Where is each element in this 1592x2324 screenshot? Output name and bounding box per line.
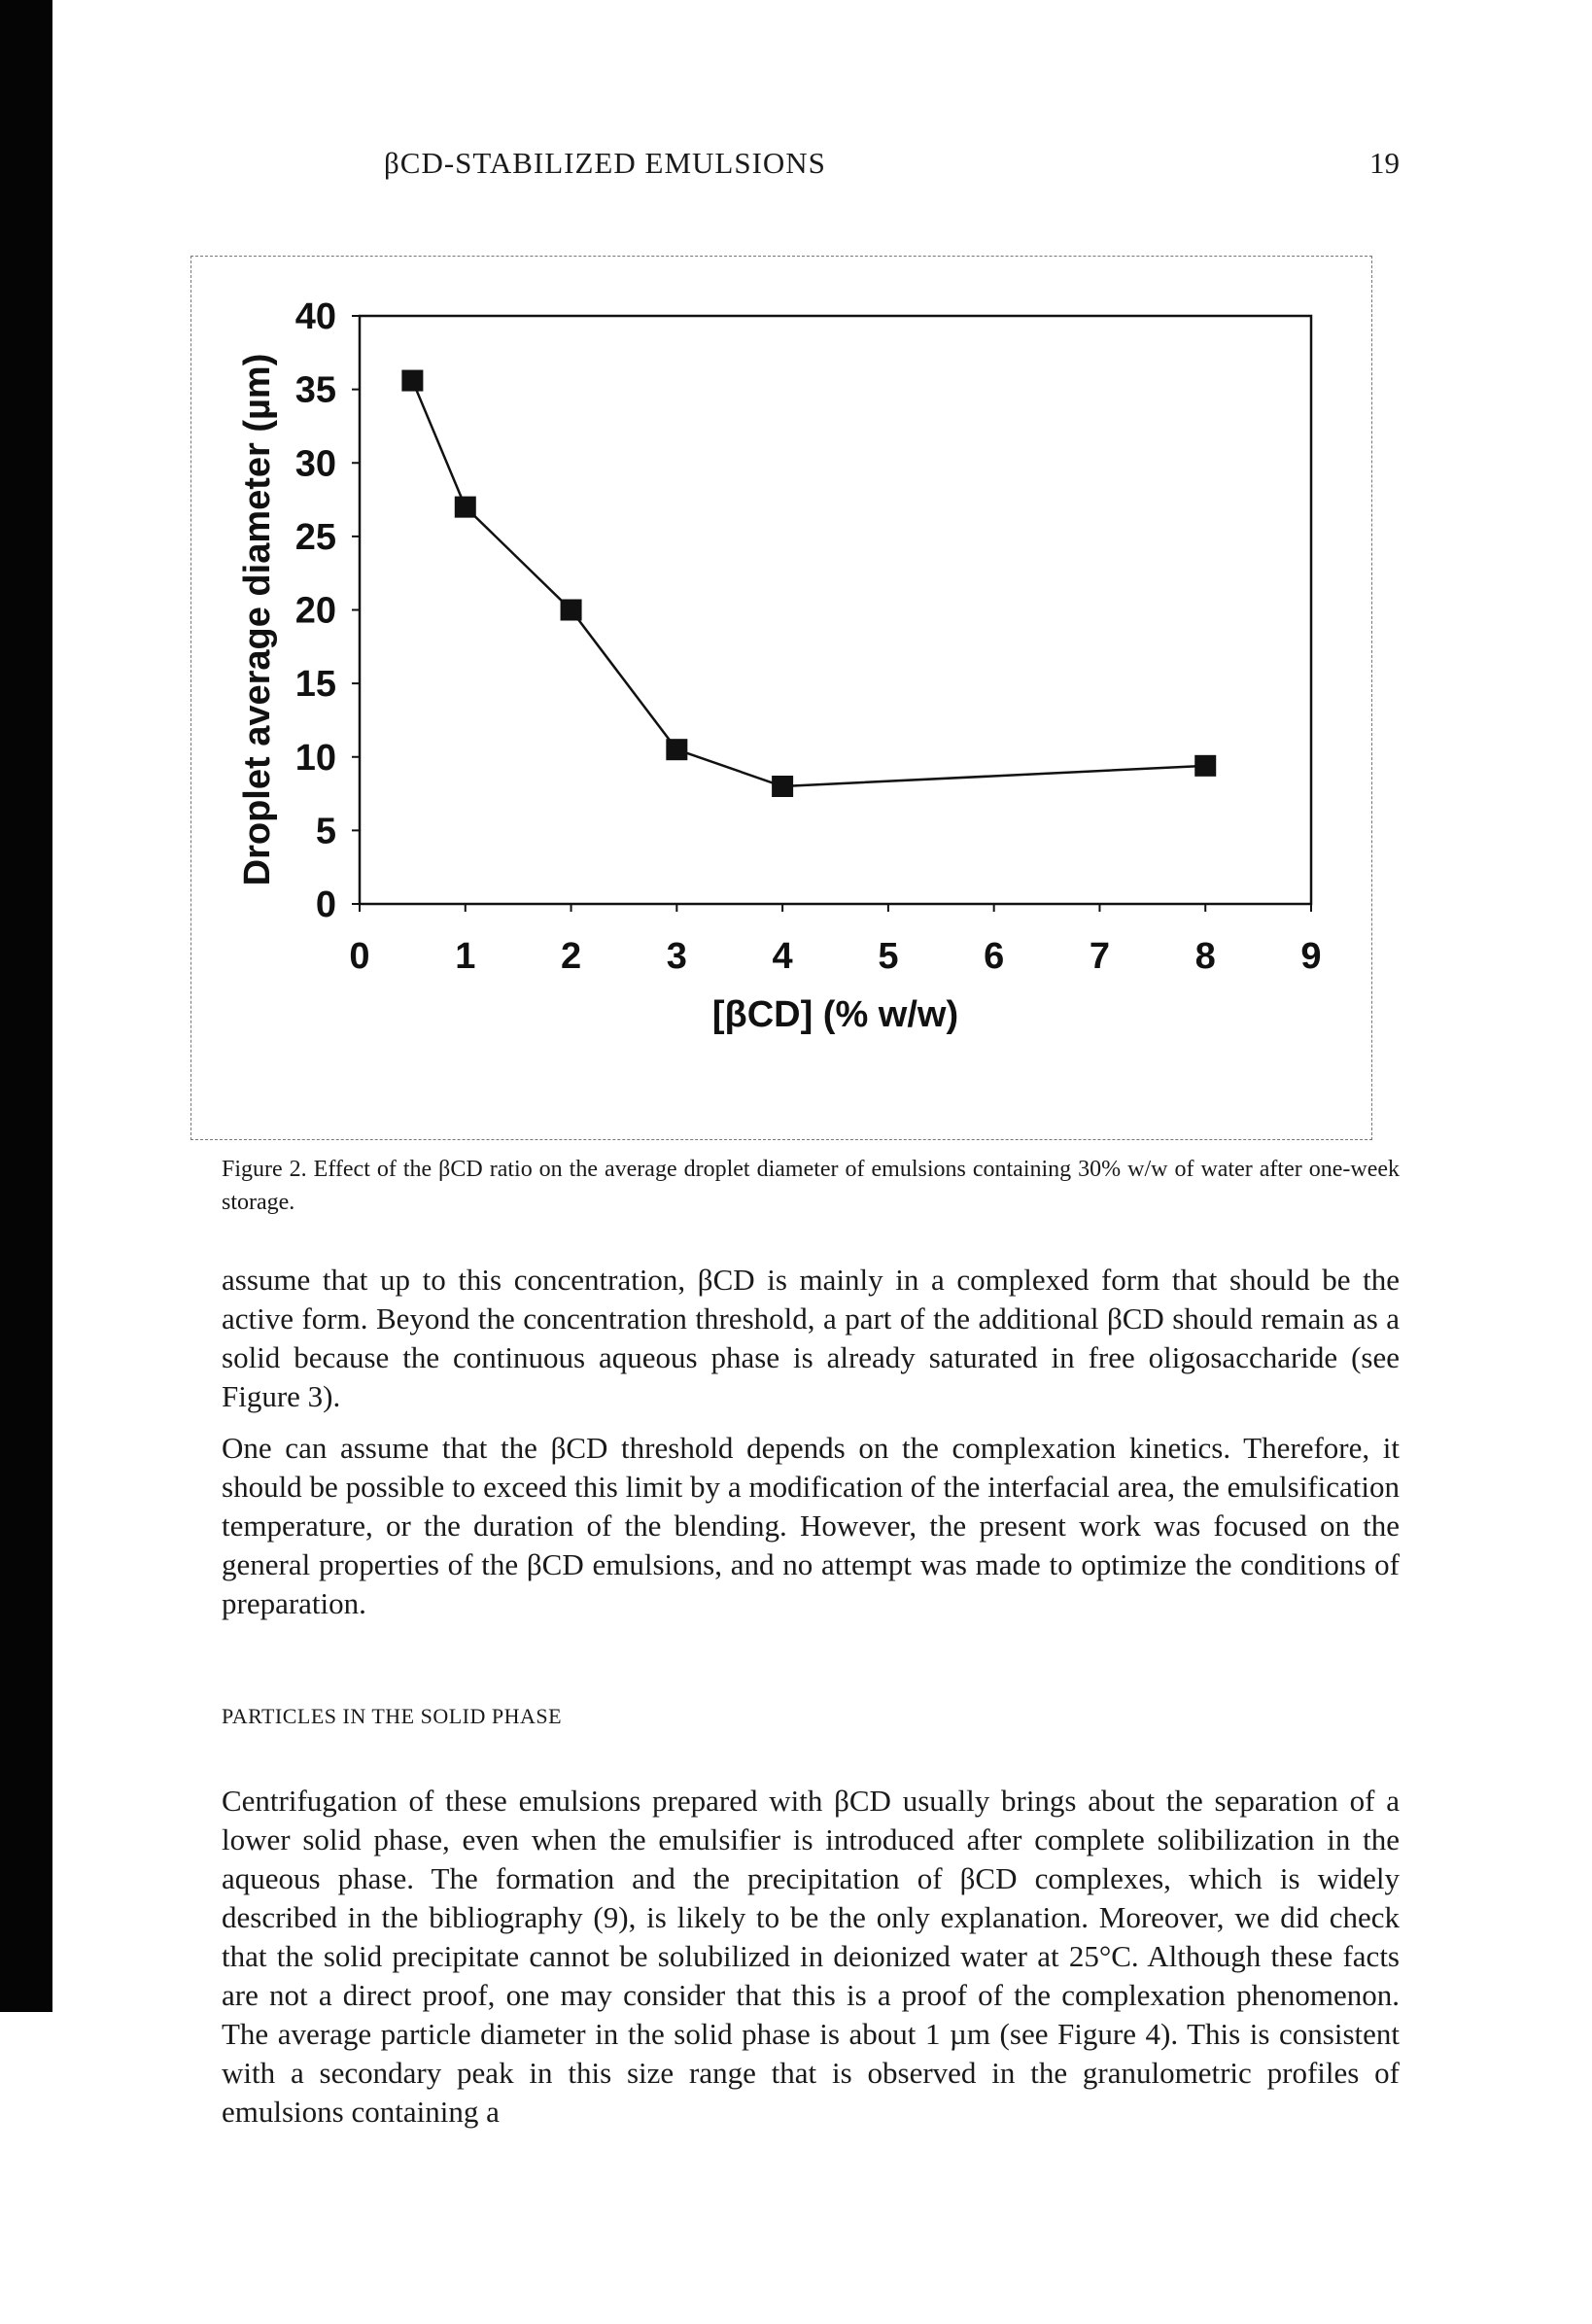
running-title: βCD-STABILIZED EMULSIONS (384, 146, 826, 180)
y-tick-label-2: 10 (294, 737, 336, 779)
x-tick-label-3: 3 (666, 936, 687, 977)
line-chart (191, 257, 1371, 1139)
data-point-0-1 (455, 497, 476, 518)
data-point-0-2 (561, 600, 582, 621)
scan-edge-bar (0, 0, 52, 2012)
data-point-0-4 (772, 776, 793, 797)
y-tick-label-8: 40 (294, 296, 336, 337)
figure-caption (222, 1153, 1400, 1219)
x-tick-label-7: 7 (1089, 936, 1111, 977)
x-tick-label-5: 5 (878, 936, 899, 977)
caption-label: Figure 2. (222, 1157, 307, 1182)
x-tick-label-4: 4 (772, 936, 793, 977)
y-tick-label-0: 0 (315, 885, 336, 925)
y-tick-label-6: 30 (294, 443, 336, 485)
data-point-0-5 (1194, 755, 1216, 777)
data-point-0-0 (401, 370, 423, 392)
body-paragraph-3: Centrifugation of these emulsions prepared with βCD usually brings about the separation of a lower solid phase, even when the emulsifier is introduced after complete solibilization in the aqueous phase. The formation and the precipitation of βCD complexes, which is widely described in the bibliography (9), is likely to be the only explanation. Moreover, we did check that the solid precipitate cannot be solubilized in deionized water at 25°C. Although these facts are not a direct proof, one may consider that this is a proof of the complexation phenomenon. The average particle diameter in the solid phase is about 1 µm (see Figure 4). This is consistent with a secondary peak in this size range that is observed in the granulometric profiles of emulsions containing a (222, 1784, 1400, 2129)
x-tick-label-2: 2 (560, 936, 582, 977)
x-tick-label-8: 8 (1194, 936, 1216, 977)
y-tick-label-1: 5 (315, 811, 336, 852)
plot-area (360, 316, 1311, 904)
x-tick-label-6: 6 (984, 936, 1005, 977)
x-axis-label: [βCD] (% w/w) (711, 994, 959, 1035)
figure-frame (190, 256, 1372, 1140)
y-tick-label-5: 25 (294, 516, 336, 558)
data-point-0-3 (666, 739, 687, 760)
y-axis-label: Droplet average diameter (µm) (237, 353, 278, 886)
section-heading: PARTICLES IN THE SOLID PHASE (222, 1704, 563, 1728)
caption-text: Effect of the βCD ratio on the average droplet diameter of emulsions containing 30% w/w of water after one-week storage. (222, 1157, 1401, 1215)
body-paragraph-2: One can assume that the βCD threshold depends on the complexation kinetics. Therefore, it should be possible to exceed this limit by a modification of the interfacial area, the emulsification temperature, or the duration of the blending. However, the present work was focused on the general properties of the βCD emulsions, and no attempt was made to optimize the conditions of preparation. (222, 1431, 1400, 1620)
page-number: 19 (1369, 146, 1400, 180)
running-head (384, 146, 1400, 194)
x-tick-label-1: 1 (455, 936, 476, 977)
y-tick-label-3: 15 (294, 664, 336, 706)
y-tick-label-4: 20 (294, 590, 336, 632)
x-tick-label-0: 0 (349, 936, 370, 977)
body-paragraph-1: assume that up to this concentration, βCD is mainly in a complexed form that should be the active form. Beyond the concentration threshold, a part of the additional βCD should remain as a solid because the continuous aqueous phase is already saturated in free oligosaccharide (see Figure 3). (222, 1263, 1400, 1413)
x-tick-label-9: 9 (1300, 936, 1322, 977)
y-tick-label-7: 35 (294, 369, 336, 411)
